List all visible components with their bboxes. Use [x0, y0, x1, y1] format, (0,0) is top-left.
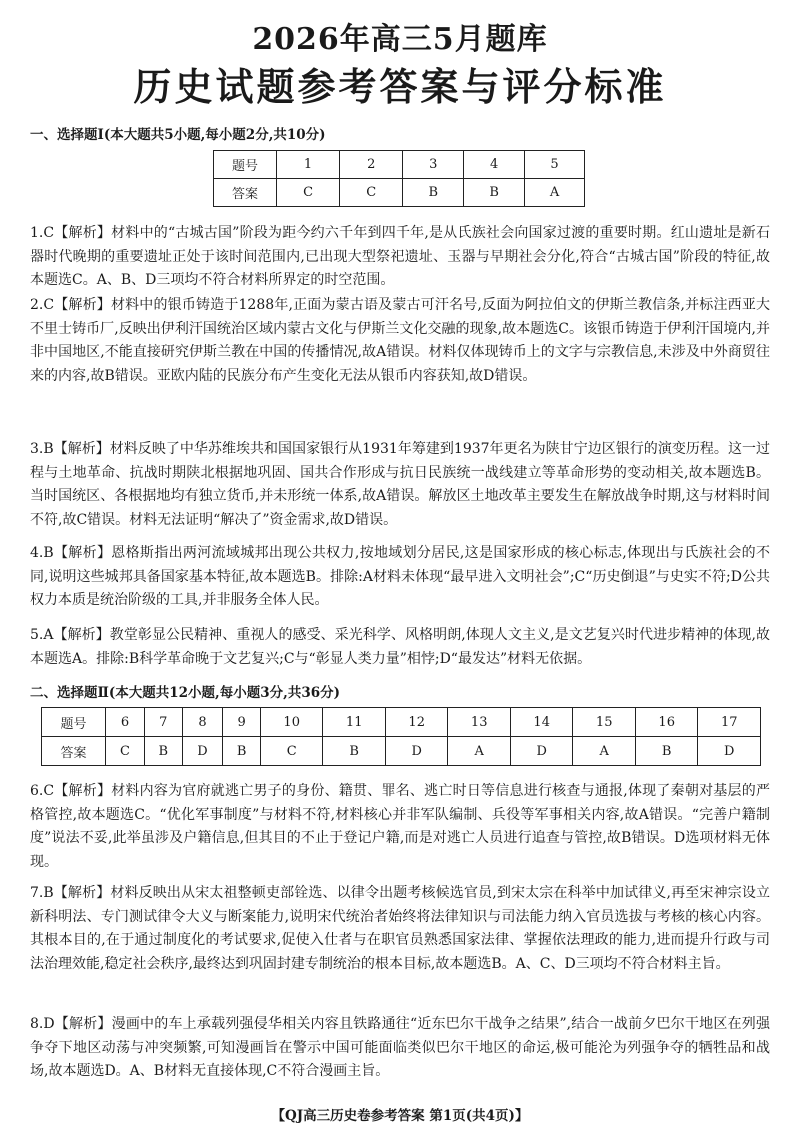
answer-cell: B	[635, 737, 698, 766]
question-number: 13	[448, 708, 511, 737]
section1-heading: 一、选择题Ⅰ(本大题共5小题,每小题2分,共10分)	[30, 127, 326, 143]
answer-cell: C	[277, 179, 340, 207]
answer-cell: B	[223, 737, 261, 766]
explanation-4: 4.B【解析】恩格斯指出两河流域城邦出现公共权力,按地域划分居民,这是国家形成的核心标志,体现出与氏族社会的不同,说明这些城邦具备国家基本特征,故本题选B。排除:A材料未体现“最早进入文明社会”;C“历史倒退”与史实不符;D公共权力本质是统治阶级的工具,并非服务全体人民。	[30, 545, 770, 609]
question-number: 7	[145, 708, 183, 737]
exam-title-line2: 历史试题参考答案与评分标准	[133, 64, 667, 109]
question-number: 1	[277, 151, 340, 179]
explanation-5: 5.A【解析】教堂彰显公民精神、重视人的感受、采光科学、风格明朗,体现人文主义,是文艺复兴时代进步精神的体现,故本题选A。排除:B科学革命晚于文艺复兴;C与“彰显人类力量”相悖;D“最发达”材料无依据。	[30, 627, 770, 667]
explanation-3: 3.B【解析】材料反映了中华苏维埃共和国国家银行从1931年筹建到1937年更名为陕甘宁边区银行的演变历程。这一过程与土地革命、抗战时期陕北根据地巩固、国共合作形成与抗日民族统一战线建立等革命形势的变动相关,故本题选B。当时国统区、各根据地均有独立货币,并未形统一体系,故A错误。解放区土地改革主要发生在解放战争时期,这与材料时间不符,故C错误。材料无法证明“解决了”资金需求,故D错误。	[30, 441, 770, 528]
question-number: 8	[182, 708, 223, 737]
answer-cell: C	[340, 179, 403, 207]
question-number: 14	[510, 708, 573, 737]
row-label-answer: 答案	[214, 179, 277, 207]
answer-cell: D	[385, 737, 448, 766]
question-number: 3	[403, 151, 464, 179]
page-footer: 【QJ高三历史卷参考答案 第1页(共4页)】	[271, 1108, 529, 1124]
explanation-2: 2.C【解析】材料中的银币铸造于1288年,正面为蒙古语及蒙古可汗名号,反面为阿拉伯文的伊斯兰教信条,并标注西亚大不里士铸币厂,反映出伊利汗国统治区域内蒙古文化与伊斯兰文化交融的现象,故本题选C。该银币铸造于伊利汗国境内,并非中国地区,不能直接研究伊斯兰教在中国的传播情况,故A错误。材料仅体现铸币上的文字与宗教信息,未涉及中外商贸往来的内容,故B错误。亚欧内陆的民族分布产生变化无法从银币内容获知,故D错误。	[30, 297, 770, 384]
question-number: 15	[573, 708, 636, 737]
answer-cell: B	[145, 737, 183, 766]
answer-cell: D	[698, 737, 761, 766]
question-number: 6	[106, 708, 145, 737]
question-number: 10	[260, 708, 323, 737]
answer-cell: D	[182, 737, 223, 766]
question-number: 5	[525, 151, 585, 179]
question-number: 16	[635, 708, 698, 737]
explanation-6: 6.C【解析】材料内容为官府就逃亡男子的身份、籍贯、罪名、逃亡时日等信息进行核查与通报,体现了秦朝对基层的严格管控,故本题选C。“优化军事制度”与材料不符,材料核心并非军队编制、兵役等军事相关内容,故A错误。“完善户籍制度”说法不妥,此举虽涉及户籍信息,但其目的不止于登记户籍,而是对逃亡人员进行追查与管控,故B错误。D选项材料无体现。	[30, 783, 770, 870]
row-label-number: 题号	[42, 708, 106, 737]
explanation-1: 1.C【解析】材料中的“古城古国”阶段为距今约六千年到四千年,是从氏族社会向国家过渡的重要时期。红山遗址是新石器时代晚期的重要遗址正处于该时间范围内,已出现大型祭祀遗址、玉器与早期社会分化,符合“古城古国”阶段的特征,故本题选C。A、B、D三项均不符合材料所界定的时空范围。	[30, 225, 770, 289]
row-label-number: 题号	[214, 151, 277, 179]
section2-answer-table	[41, 707, 761, 766]
answer-cell: A	[448, 737, 511, 766]
section1-answer-table	[213, 150, 585, 207]
question-number: 9	[223, 708, 261, 737]
question-number: 2	[340, 151, 403, 179]
answer-cell: A	[573, 737, 636, 766]
answer-cell: B	[323, 737, 386, 766]
answer-cell: B	[403, 179, 464, 207]
question-number: 17	[698, 708, 761, 737]
question-number: 4	[464, 151, 525, 179]
explanation-7: 7.B【解析】材料反映出从宋太祖整顿吏部铨选、以律令出题考核候选官员,到宋太宗在科举中加试律义,再至宋神宗设立新科明法、专门测试律令大义与断案能力,说明宋代统治者始终将法律知识与司法能力纳入官员选拔与考核的核心内容。其根本目的,在于通过制度化的考试要求,促使入仕者与在职官员熟悉国家法律、掌握依法理政的能力,进而提升行政与司法治理效能,稳定社会秩序,最终达到巩固封建专制统治的根本目标,故本题选B。A、C、D三项均不符合材料主旨。	[30, 885, 770, 972]
explanation-8: 8.D【解析】漫画中的车上承载列强侵华相关内容且铁路通往“近东巴尔干战争之结果”,结合一战前夕巴尔干地区在列强争夺下地区动荡与冲突频繁,可知漫画旨在警示中国可能面临类似巴尔干地区的命运,极可能沦为列强争夺的牺牲品和战场,故本题选D。A、B材料无直接体现,C不符合漫画主旨。	[30, 1016, 770, 1080]
section2-heading: 二、选择题Ⅱ(本大题共12小题,每小题3分,共36分)	[30, 685, 341, 701]
answer-cell: C	[260, 737, 323, 766]
question-number: 11	[323, 708, 386, 737]
question-number: 12	[385, 708, 448, 737]
answer-cell: B	[464, 179, 525, 207]
row-label-answer: 答案	[42, 737, 106, 766]
answer-cell: A	[525, 179, 585, 207]
exam-title-line1: 2026年高三5月题库	[252, 22, 548, 57]
answer-cell: C	[106, 737, 145, 766]
answer-cell: D	[510, 737, 573, 766]
